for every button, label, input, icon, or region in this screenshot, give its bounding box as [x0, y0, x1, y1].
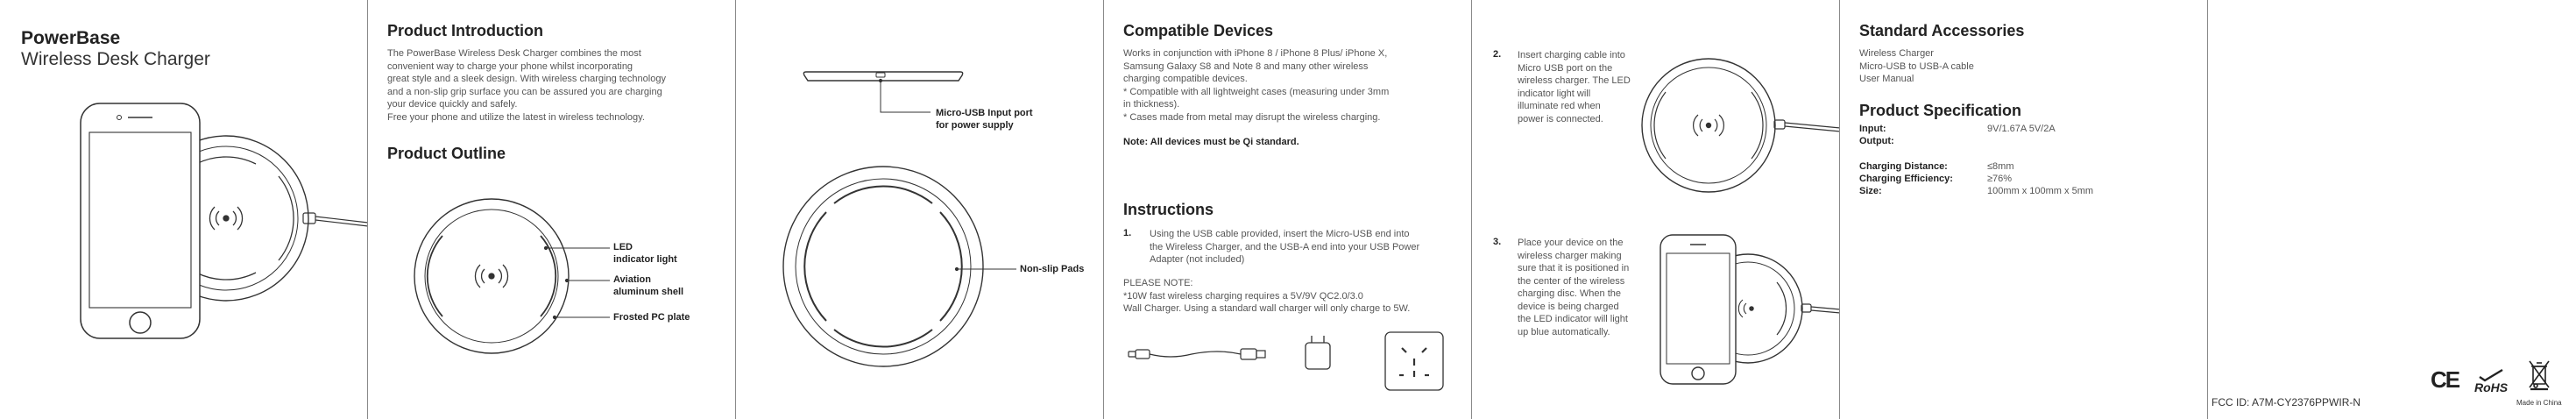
- steps-panel: [1472, 0, 1840, 419]
- phone-on-charger-illustration: [0, 0, 368, 419]
- wall-adapter-drawing: [1306, 336, 1330, 369]
- spec-panel: [1840, 0, 2208, 419]
- cover-panel: [0, 0, 368, 419]
- compat-line: in thickness).: [1123, 99, 1180, 110]
- intro-panel: [368, 0, 736, 419]
- wireless-symbol-icon: [1738, 300, 1753, 317]
- step-2-line: indicator light will: [1518, 88, 1591, 99]
- accessory-item: Micro-USB to USB-A cable: [1859, 60, 1974, 72]
- step-2-line: power is connected.: [1518, 113, 1603, 124]
- spec-table: [1859, 123, 2192, 210]
- accessory-item: User Manual: [1859, 74, 1914, 84]
- outline-diagram: [368, 0, 736, 419]
- intro-line: great style and a sleek design. With wireless charging technology: [387, 74, 666, 84]
- spec-value: ≤8mm: [1987, 161, 2014, 172]
- charger-bottom-view: [783, 167, 983, 366]
- step-3-phone-drawing: [1660, 235, 1736, 384]
- intro-heading: Product Introduction: [387, 22, 543, 39]
- step-3-line: the LED indicator will light: [1518, 314, 1628, 324]
- qi-note: Note: All devices must be Qi standard.: [1123, 137, 1299, 147]
- compat-line: * Cases made from metal may disrupt the wireless charging.: [1123, 111, 1381, 123]
- wireless-symbol-icon: [1694, 115, 1724, 136]
- weee-bin-icon: [2528, 359, 2551, 391]
- product-subtitle: Wireless Desk Charger: [21, 49, 210, 69]
- compat-line: Samsung Galaxy S8 and Note 8 and many other wireless: [1123, 60, 1369, 72]
- step-2-line: wireless charger. The LED: [1518, 75, 1631, 86]
- compat-panel: [1104, 0, 1472, 419]
- pads-label: Non-slip Pads: [1020, 264, 1085, 274]
- rohs-mark: RoHS: [2474, 380, 2509, 394]
- charger-side-profile: [803, 72, 962, 81]
- step-1-number: 1.: [1123, 228, 1132, 238]
- intro-line: and a non-slip grip surface you can be assured you are charging: [387, 86, 662, 97]
- spec-label: Charging Distance:: [1859, 161, 1948, 172]
- step-3-line: sure that it is positioned in: [1518, 263, 1630, 273]
- shell-label-line: aluminum shell: [613, 287, 684, 297]
- spec-label: Charging Efficiency:: [1859, 174, 1953, 184]
- accessories-list: [1859, 47, 1974, 86]
- step-2-line: Insert charging cable into: [1518, 50, 1625, 60]
- step-1-line: Using the USB cable provided, insert the Micro-USB end into: [1150, 229, 1410, 239]
- led-label: [613, 241, 677, 266]
- step-3-line: wireless charger making: [1518, 250, 1622, 261]
- plate-label: Frosted PC plate: [613, 312, 690, 323]
- wall-socket-drawing: [1385, 332, 1443, 390]
- intro-line: The PowerBase Wireless Desk Charger combines the most: [387, 48, 641, 59]
- accessory-illustrations: [1104, 0, 1472, 419]
- compliance-panel: [2208, 0, 2576, 419]
- spec-value: 100mm x 100mm x 5mm: [1987, 186, 2094, 196]
- intro-line: convenient way to charge your phone whilst incorporating: [387, 60, 633, 72]
- accessory-item: Wireless Charger: [1859, 48, 1934, 59]
- brand-title: PowerBase: [21, 28, 121, 48]
- spec-label: Input:: [1859, 124, 1886, 134]
- instructions-heading: Instructions: [1123, 201, 1214, 218]
- step-3-line: up blue automatically.: [1518, 326, 1610, 337]
- shell-label: [613, 273, 683, 298]
- wireless-symbol-icon: [475, 265, 507, 288]
- ce-mark: CE: [2431, 366, 2459, 393]
- step-2-cable-drawing: [1774, 120, 1840, 131]
- side-view-panel: [736, 0, 1104, 419]
- compat-line: charging compatible devices.: [1123, 74, 1248, 84]
- spec-label: Size:: [1859, 186, 1882, 196]
- port-label: [936, 107, 1033, 131]
- spec-label: Output:: [1859, 136, 1894, 146]
- please-note-line: PLEASE NOTE:: [1123, 278, 1193, 288]
- intro-line: your device quickly and safely.: [387, 99, 518, 110]
- step-3-line: device is being charged: [1518, 301, 1619, 312]
- outline-leader-lines: [544, 246, 610, 318]
- step-2-line: Micro USB port on the: [1518, 62, 1613, 74]
- step-1-line: the Wireless Charger, and the USB-A end into your USB Power: [1150, 241, 1420, 252]
- step-3-line: Place your device on the: [1518, 238, 1624, 248]
- side-view-diagram: [736, 0, 1104, 419]
- intro-line: Free your phone and utilize the latest in wireless technology.: [387, 111, 645, 123]
- rohs-check-icon: [2476, 368, 2511, 382]
- step-3-cable-drawing: [1801, 304, 1840, 313]
- phone-drawing: [81, 103, 200, 338]
- step-2-line: illuminate red when: [1518, 101, 1601, 111]
- step-2-number: 2.: [1493, 49, 1502, 60]
- port-leader-line: [879, 79, 931, 112]
- usb-cable-drawing: [1129, 349, 1265, 359]
- compat-line: * Compatible with all lightweight cases (measuring under 3mm: [1123, 86, 1390, 97]
- cable-drawing: [303, 213, 368, 226]
- led-label-line: indicator light: [613, 254, 677, 265]
- fcc-id: FCC ID: A7M-CY2376PPWIR-N: [2212, 396, 2361, 408]
- compat-line: Works in conjunction with iPhone 8 / iPhone 8 Plus/ iPhone X,: [1123, 48, 1388, 59]
- made-in-label: Made in China: [2516, 399, 2562, 407]
- accessories-heading: Standard Accessories: [1859, 22, 2025, 39]
- step-1-line: Adapter (not included): [1150, 254, 1245, 265]
- step-3-number: 3.: [1493, 237, 1502, 247]
- steps-illustrations: [1472, 0, 1840, 419]
- pads-leader-line: [955, 267, 1016, 270]
- spec-value: 9V/1.67A 5V/2A: [1987, 124, 2056, 134]
- step-3-line: the center of the wireless: [1518, 275, 1625, 287]
- outline-heading: Product Outline: [387, 145, 506, 162]
- compat-heading: Compatible Devices: [1123, 22, 1274, 39]
- port-label-line: Micro-USB Input port: [936, 108, 1033, 118]
- please-note-line: *10W fast wireless charging requires a 5V/9V QC2.0/3.0: [1123, 290, 1363, 302]
- led-label-line: LED: [613, 242, 633, 252]
- wireless-symbol-icon: [209, 207, 242, 230]
- shell-label-line: Aviation: [613, 274, 651, 285]
- please-note-line: Wall Charger. Using a standard wall charger will only charge to 5W.: [1123, 303, 1411, 314]
- port-label-line: for power supply: [936, 120, 1014, 131]
- spec-heading: Product Specification: [1859, 102, 2022, 119]
- spec-value: ≥76%: [1987, 174, 2013, 184]
- step-3-line: charging disc. When the: [1518, 288, 1622, 299]
